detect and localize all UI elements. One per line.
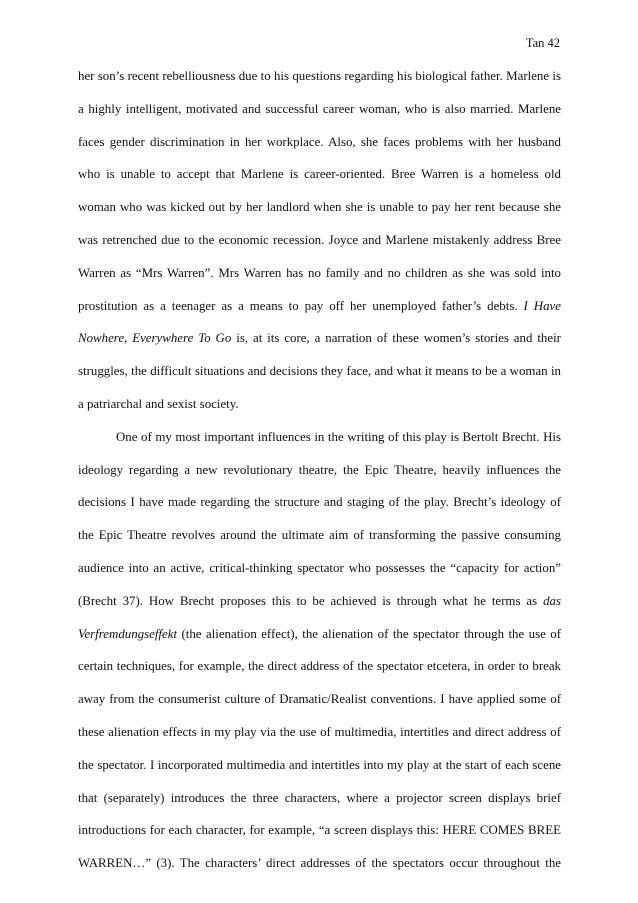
text-line: woman who was kicked out by her landlord when she is unable to pay her rent because she <box>78 200 561 215</box>
text-line: these alienation effects in my play via the use of multimedia, intertitles and direct address of <box>78 724 561 739</box>
play-title-italic: I Have <box>523 298 561 313</box>
text-line: her son’s recent rebelliousness due to his questions regarding his biological father. Marlene is <box>78 69 561 83</box>
term-italic: das <box>543 593 561 608</box>
text-line <box>78 618 561 651</box>
term-italic: Verfremdungseffekt <box>78 626 178 641</box>
text-line: the spectator. I incorporated multimedia and intertitles into my play at the start of each scene <box>78 757 561 772</box>
text-line: introductions for each character, for example, “a screen displays this: HERE COMES BREE <box>78 823 561 838</box>
text-line: faces gender discrimination in her workplace. Also, she faces problems with her husband <box>78 134 561 149</box>
text-line: the Epic Theatre revolves around the ultimate aim of transforming the passive consuming <box>78 528 561 543</box>
text-line: audience into an active, critical-thinking spectator who possesses the “capacity for action” <box>78 560 561 575</box>
text-line: a highly intelligent, motivated and successful career woman, who is also married. Marlene <box>78 101 561 116</box>
text-segment: (Brecht 37). How Brecht proposes this to be achieved is through what he terms as <box>78 593 538 608</box>
text-line: who is unable to accept that Marlene is career-oriented. Bree Warren is a homeless old <box>78 167 561 182</box>
text-line: away from the consumerist culture of Dramatic/Realist conventions. I have applied some of <box>78 692 561 707</box>
play-title-italic: Nowhere, Everywhere To Go <box>78 331 232 346</box>
text-line: WARREN…” (3). The characters’ direct addresses of the spectators occur throughout the <box>78 856 561 871</box>
running-head: Tan 42 <box>525 36 560 50</box>
text-segment: is, at its core, a narration of these women’s stories and their <box>236 331 561 346</box>
body-text <box>78 60 561 880</box>
text-line: Warren as “Mrs Warren”. Mrs Warren has no family and no children as she was sold into <box>78 265 561 280</box>
text-segment: prostitution as a teenager as a means to pay off her unemployed father’s debts. <box>78 298 518 313</box>
text-line <box>78 585 561 618</box>
text-line: struggles, the difficult situations and decisions they face, and what it means to be a woman in <box>78 364 561 379</box>
text-line: certain techniques, for example, the direct address of the spectator etcetera, in order to break <box>78 659 561 674</box>
text-line: One of my most important influences in the writing of this play is Bertolt Brecht. His <box>116 429 561 444</box>
text-line <box>78 290 561 323</box>
text-line: that (separately) introduces the three characters, where a projector screen displays brief <box>78 790 561 805</box>
text-segment: (the alienation effect), the alienation of the spectator through the use of <box>181 626 561 641</box>
text-line: was retrenched due to the economic recession. Joyce and Marlene mistakenly address Bree <box>78 232 561 247</box>
text-line: decisions I have made regarding the structure and staging of the play. Brecht’s ideology of <box>78 495 561 510</box>
text-line: ideology regarding a new revolutionary theatre, the Epic Theatre, heavily influences the <box>78 462 561 477</box>
text-line: a patriarchal and sexist society. <box>78 396 239 411</box>
text-line <box>78 322 561 355</box>
